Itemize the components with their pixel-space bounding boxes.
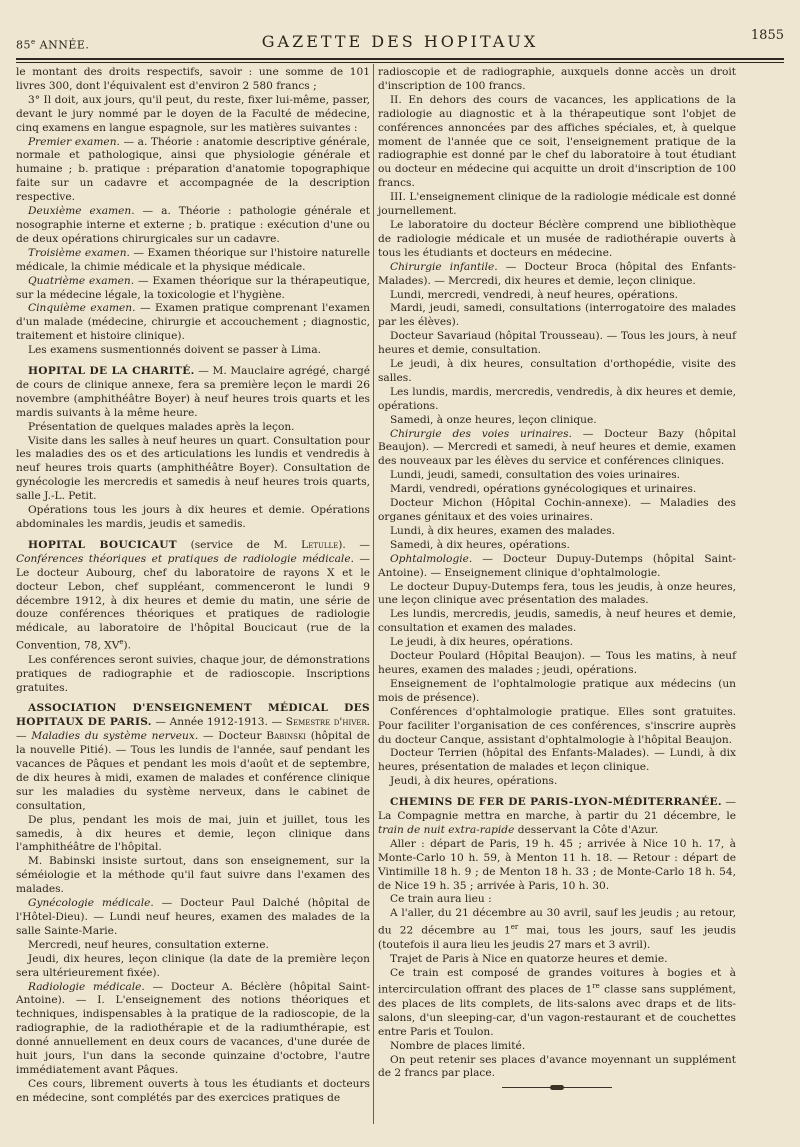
section-charite (16, 365, 370, 421)
paragraph: 3° Il doit, aux jours, qu'il peut, du reste, fixer lui-même, passer, devant le jury nommé par le doyen de la Faculté de médecine, cinq examens en langue espagnole, sur les matières suivantes : (16, 93, 370, 134)
course-item (16, 981, 370, 1078)
paragraph: Docteur Terrien (hôpital des Enfants-Malades). — Lundi, à dix heures, présentation de malades et leçon clinique. (378, 747, 736, 774)
exam-label: Deuxième examen. (28, 205, 135, 218)
paragraph: Enseignement de l'ophtalmologie pratique aux médecins (un mois de présence). (378, 677, 736, 704)
text-run: (hôpital de la nouvelle Pitié). — Tous les lundis de l'année, sauf pendant les vacances de Pâques et pendant les mois d'août et de septembre, de dix heures à midi, examen de malades et conférence clinique sur les maladies du système nerveux, dans le cabinet de consultation, (16, 730, 370, 812)
paragraph: Mardi, vendredi, opérations gynécologiques et urinaires. (390, 483, 697, 496)
paragraph: Jeudi, à dix heures, opérations. (390, 775, 558, 788)
text-run: — La Compagnie mettra en marche, à partir du 21 décembre, le (378, 796, 736, 823)
paragraph: On peut retenir ses places d'avance moyennant un supplément de 2 francs par place. (378, 1053, 736, 1080)
section-boucicaut (16, 539, 370, 654)
exam-item (16, 205, 370, 247)
issue-number: 85 (16, 38, 31, 52)
paragraph: Conférences d'ophtalmologie pratique. Elles sont gratuites. Pour faciliter l'organisation de ces conférences, s'inscrire auprès du docteur Canque, assistant d'ophtalmologie à l'hôpital Beaujon. (378, 705, 736, 746)
text-run: desservant la Côte d'Azur. (514, 823, 659, 836)
paragraph: II. En dehors des cours de vacances, les applications de la radiologie au diagnostic et à la thérapeutique sont l'objet de conférences annoncées par des affiches spéciales, et, à quelque moment de l'année que ce soit, l'enseignement pratique de la radiographie est donné par le chef du laboratoire à tout étudiant ou docteur en médecine qui acquitte un droit d'inscription de 100 francs. (378, 93, 736, 190)
left-column (16, 66, 370, 1106)
italic-title: train de nuit extra-rapide (378, 823, 515, 836)
course-item (378, 261, 736, 289)
header-rule (16, 58, 784, 60)
text-run: — Année 1912-1913. — (151, 716, 286, 729)
paragraph: Lundi, mercredi, vendredi, à neuf heures, opérations. (390, 288, 678, 301)
text-run: A l'aller, du 21 décembre au 30 avril, sauf les jeudis ; au retour, du 22 décembre au 1 (378, 907, 736, 937)
exam-label: Premier examen. (28, 135, 120, 148)
paragraph: III. L'enseignement clinique de la radiologie médicale est donné journellement. (378, 191, 736, 218)
paragraph: De plus, pendant les mois de mai, juin et juillet, tous les samedis, à dix heures et demie, leçon clinique dans l'amphithéâtre de l'hôpital. (16, 813, 370, 854)
paragraph: Visite dans les salles à neuf heures un quart. Consultation pour les maladies des os et des articulations les lundis et vendredis à neuf heures trois quarts (amphithéâtre Boyer). Consultation de gynécologie les mercredis et samedis à neuf heures trois quarts, salle J.-L. Petit. (16, 434, 370, 503)
paragraph: le montant des droits respectifs, savoir : une somme de 101 livres 300, dont l'équivalent est d'environ 2 580 francs ; (16, 66, 370, 92)
text-run: — (16, 730, 32, 743)
paragraph: Mardi, jeudi, samedi, consultations (interrogatoire des malades par les élèves). (378, 302, 736, 329)
exam-label: Troisième examen. (28, 246, 130, 259)
paragraph: Docteur Michon (Hôpital Cochin-annexe). — Maladies des organes génitaux et des voies urinaires. (378, 497, 736, 523)
section-heading: HOPITAL BOUCICAUT (28, 538, 177, 551)
exam-text: — Examen théorique sur l'histoire naturelle médicale, la chimie médicale et la physique médicale. (16, 246, 370, 273)
paragraph (378, 907, 736, 952)
exam-item (16, 275, 370, 303)
section-heading: HOPITAL DE LA CHARITÉ. (28, 365, 195, 378)
paragraph: Nombre de places limité. (390, 1039, 526, 1052)
paragraph: Les lundis, mardis, mercredis, vendredis, à dix heures et demie, opérations. (378, 385, 736, 412)
superscript: er (510, 923, 519, 932)
course-label: Ophtalmologie. (390, 552, 473, 565)
course-text: — Docteur Dupuy-Dutemps (hôpital Saint-Antoine). — Enseignement clinique d'ophtalmologie. (378, 552, 736, 579)
course-label: Gynécologie médicale. (28, 897, 154, 910)
exam-text: — Examen pratique comprenant l'examen d'un malade (médecine, chirurgie et accouchement ; diagnostic, traitement et histoire clinique). (16, 302, 370, 343)
superscript: e (119, 638, 124, 647)
paragraph: Opérations tous les jours à dix heures et demie. Opérations abdominales les mardis, jeudis et samedis. (16, 504, 370, 530)
page-number: 1855 (750, 28, 784, 43)
exam-label: Cinquième examen. (28, 302, 136, 315)
section-heading: CHEMINS DE FER DE PARIS-LYON-MÉDITERRANÉE. (390, 796, 722, 809)
paragraph: Lundi, à dix heures, examen des malades. (390, 524, 616, 537)
paragraph: Docteur Savariaud (hôpital Trousseau). — Tous les jours, à neuf heures et demie, consultation. (378, 330, 736, 357)
text-run: — Le docteur Aubourg, chef du laboratoire de rayons X et le docteur Lebon, chef suppléant, commenceront le lundi 9 décembre 1912, à dix heures et demie du matin, une série de douze conférences théoriques et pratiques de radiologie médicale, au laboratoire de l'hôpital Boucicaut (rue de la Convention, 78, XV (16, 552, 370, 652)
italic-title: Maladies du système nerveux. (31, 730, 199, 743)
section-railway (378, 796, 736, 838)
doctor-name: Letulle (301, 538, 339, 551)
paragraph: Les examens susmentionnés doivent se passer à Lima. (28, 344, 322, 357)
paragraph: Les lundis, mercredis, jeudis, samedis, à neuf heures et demie, consultation et examen des malades. (378, 608, 736, 635)
course-text: — Docteur Paul Dalché (hôpital de l'Hôtel-Dieu). — Lundi neuf heures, examen des malades de la salle Sainte-Marie. (16, 897, 371, 937)
exam-item (16, 247, 370, 275)
exam-item (16, 302, 370, 344)
paragraph: Les conférences seront suivies, chaque jour, de démonstrations pratiques de radiographie et de radioscopie. Inscriptions gratuites. (16, 653, 370, 694)
exam-text: — a. Théorie : anatomie descriptive générale, normale et pathologique, ainsi que physiologie générale et humaine ; b. pratique : préparation d'anatomie topographique faite sur un cadavre et accompagnée de la description respective. (16, 135, 370, 204)
paragraph: Jeudi, dix heures, leçon clinique (la date de la première leçon sera ultérieurement fixée). (16, 952, 370, 979)
paragraph: Samedi, à onze heures, leçon clinique. (390, 413, 597, 426)
course-text: — Docteur Bazy (hôpital Beaujon). — Mercredi et samedi, à neuf heures et demie, examen des nouveaux par les élèves du service et conférences cliniques. (378, 427, 736, 468)
paragraph: Ce train aura lieu : (390, 893, 492, 906)
course-text: — Docteur A. Béclère (hôpital Saint-Antoine). — I. L'enseignement des notions théoriques et techniques, indispensables à la pratique de la radioscopie, de la radiographie, de la radiothérapie et de la radiumthérapie, est donné annuellement en deux cours de vacances, d'une durée de huit jours, l'un dans la seconde quinzaine d'octobre, l'autre immédiatement avant Pâques. (16, 980, 370, 1076)
superscript: re (592, 982, 600, 991)
page-header (16, 28, 784, 54)
exam-item (16, 136, 370, 206)
text-run: mai, tous les jours, sauf les jeudis (toutefois il aura lieu les jeudis 27 mars et 3 avril). (378, 924, 736, 951)
right-column (378, 66, 736, 1088)
course-label: Chirurgie des voies urinaires. (390, 427, 572, 440)
doctor-name: Babinski (266, 730, 306, 743)
course-text: — Docteur Broca (hôpital des Enfants-Malades). — Mercredi, dix heures et demie, leçon clinique. (378, 260, 736, 287)
paragraph: M. Babinski insiste surtout, dans son enseignement, sur la séméiologie et la méthode qu'il faut suivre dans l'examen des malades. (16, 855, 370, 896)
paragraph (378, 967, 736, 1040)
italic-title: Conférences théoriques et pratiques de radiologie médicale. (16, 552, 354, 565)
ornament-separator (502, 1087, 612, 1088)
course-label: Radiologie médicale. (28, 980, 145, 993)
text-run: (service de M. (176, 538, 302, 551)
text-run: Ce train est composé de grandes voitures à bogies et à intercirculation offrant des places de 1 (378, 966, 736, 996)
section-text: — M. Mauclaire agrégé, chargé de cours de clinique annexe, fera sa première leçon le mardi 26 novembre (amphithéâtre Boyer) à neuf heures trois quarts et les mardis suivants à la même heure. (16, 365, 370, 419)
text-run: classe sans supplément, des places de lits complets, de lits-salons avec draps et de lits-salons, d'un sleeping-car, d'un vagon-restaurant et de couchettes entre Paris et Toulon. (378, 983, 736, 1038)
text-run: ). — (338, 538, 371, 551)
journal-title: GAZETTE DES HOPITAUX (261, 32, 539, 51)
paragraph: Le jeudi, à dix heures, consultation d'orthopédie, visite des salles. (378, 358, 736, 384)
text-run: — Docteur (198, 730, 267, 743)
course-label: Chirurgie infantile. (390, 260, 498, 273)
issue-sup: e (31, 38, 36, 46)
paragraph: Docteur Poulard (Hôpital Beaujon). — Tous les matins, à neuf heures, examen des malades ; jeudi, opérations. (378, 650, 736, 676)
exam-text: — a. Théorie : pathologie générale et nosographie interne et externe ; b. pratique : exécution d'une ou de deux opérations chirurgicales sur un cadavre. (16, 205, 370, 245)
paragraph: radioscopie et de radiographie, auxquels donne accès un droit d'inscription de 100 francs. (378, 66, 736, 92)
paragraph: Ces cours, librement ouverts à tous les étudiants et docteurs en médecine, sont complétés par des exercices pratiques de (16, 1077, 370, 1104)
text-run: ). (123, 639, 132, 652)
paragraph: Présentation de quelques malades après la leçon. (28, 420, 295, 433)
paragraph: Le laboratoire du docteur Béclère comprend une bibliothèque de radiologie médicale et un musée de radiothérapie ouverts à tous les étudiants et docteurs en médecine. (378, 218, 736, 259)
paragraph: Aller : départ de Paris, 19 h. 45 ; arrivée à Nice 10 h. 17, à Monte-Carlo 10 h. 59, à Menton 11 h. 18. — Retour : départ de Vintimille 18 h. 9 ; de Menton 18 h. 33 ; de Monte-Carlo 18 h. 54, de Nice 19 h. 35 ; arrivée à Paris, 10 h. 30. (378, 837, 736, 892)
section-association (16, 702, 370, 813)
exam-label: Quatrième examen. (28, 274, 135, 287)
semester-label: Semestre d'hiver. (285, 716, 371, 729)
course-item (378, 428, 736, 470)
column-divider (373, 64, 374, 1124)
paragraph: Trajet de Paris à Nice en quatorze heures et demie. (390, 952, 668, 965)
issue-suffix: ANNÉE. (35, 38, 90, 52)
paragraph: Lundi, jeudi, samedi, consultation des voies urinaires. (390, 469, 681, 482)
paragraph: Samedi, à dix heures, opérations. (390, 538, 570, 551)
header-rule-thin (16, 62, 784, 63)
paragraph: Le docteur Dupuy-Dutemps fera, tous les jeudis, à onze heures, une leçon clinique avec présentation des malades. (378, 580, 736, 607)
section-heading: ASSOCIATION D'ENSEIGNEMENT MÉDICAL DES HOPITAUX DE PARIS. (16, 702, 370, 729)
paragraph: Le jeudi, à dix heures, opérations. (390, 636, 574, 649)
course-item (16, 897, 370, 939)
paragraph: Mercredi, neuf heures, consultation externe. (28, 938, 269, 951)
exam-text: — Examen théorique sur la thérapeutique, sur la médecine légale, la toxicologie et l'hygiène. (16, 274, 370, 301)
course-item (378, 553, 736, 581)
